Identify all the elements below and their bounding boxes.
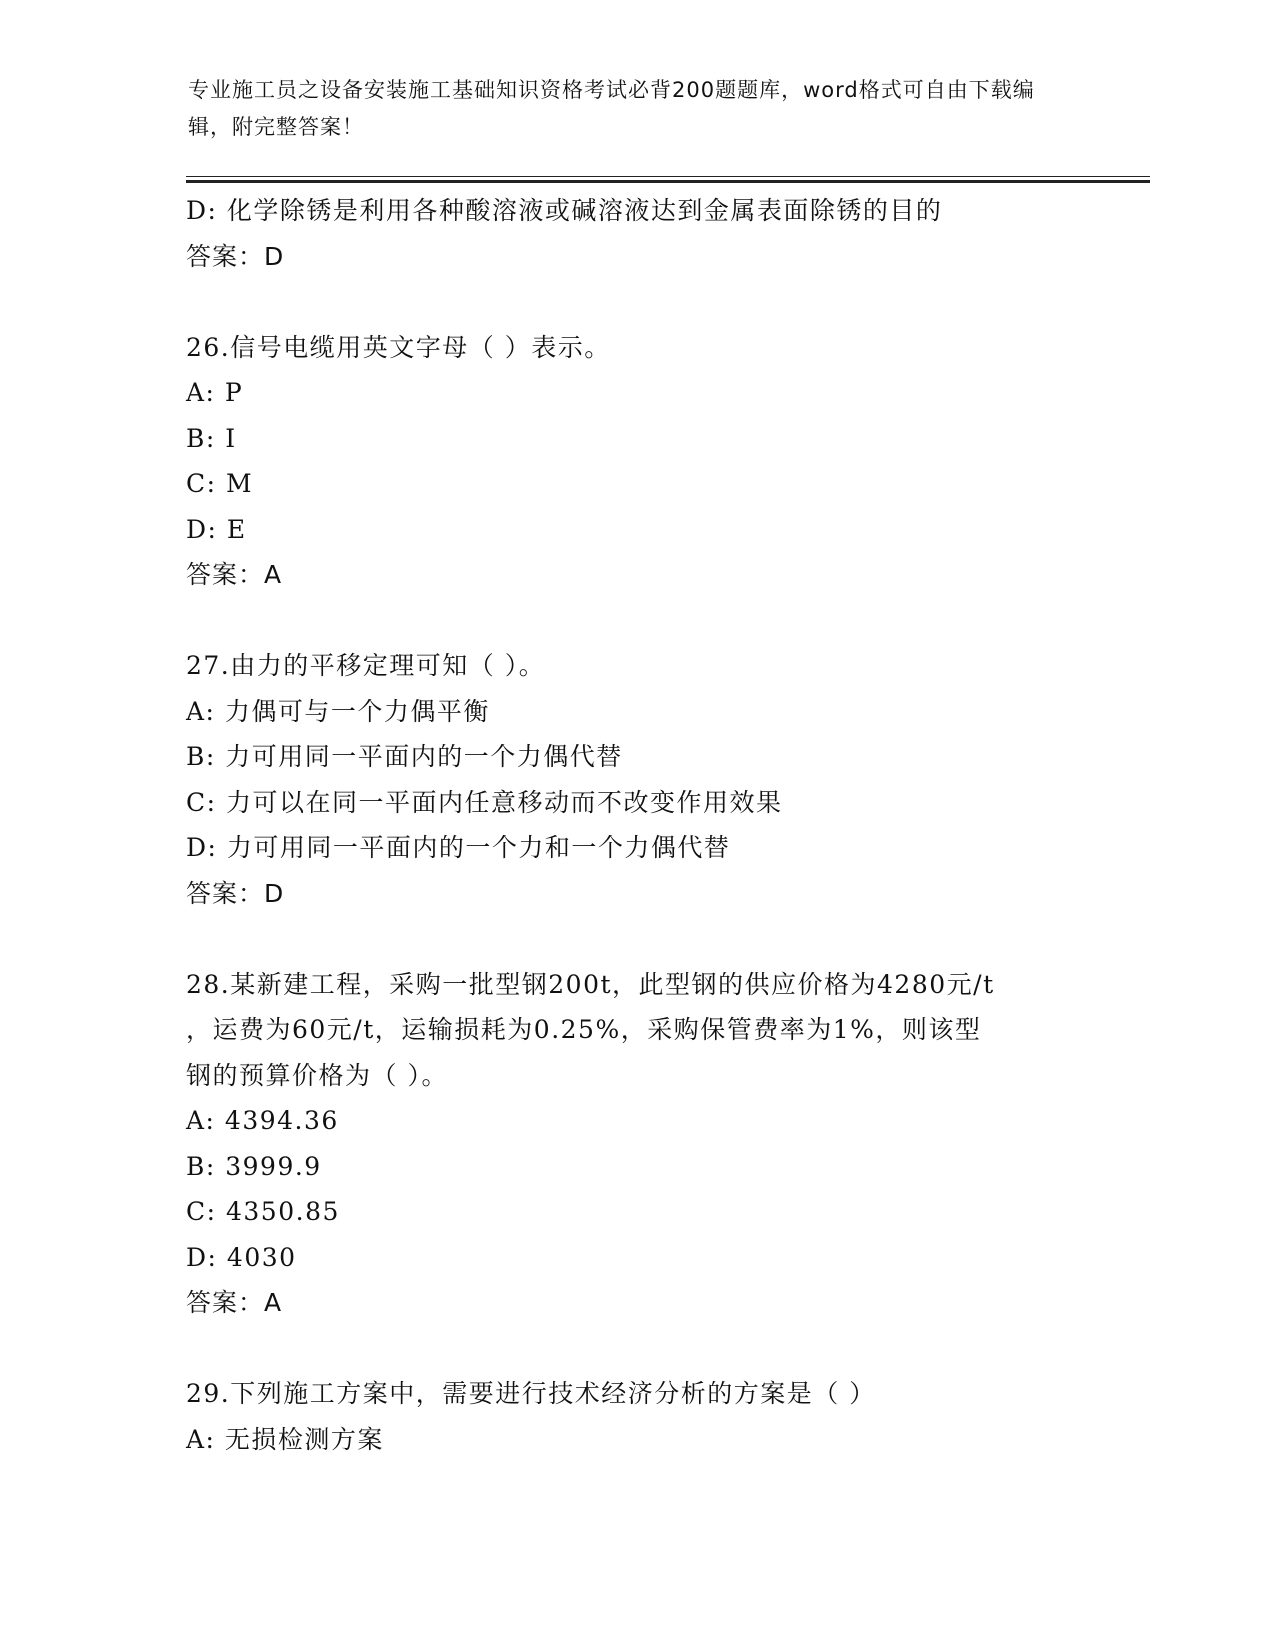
document-header: 专业施工员之设备安装施工基础知识资格考试必背200题题库，word格式可自由下载编辑，附完整答案！ bbox=[188, 78, 1035, 139]
option-text: A: 力偶可与一个力偶平衡 bbox=[186, 696, 490, 726]
header-divider-thick bbox=[186, 180, 1150, 183]
option-text: D: 化学除锈是利用各种酸溶液或碱溶液达到金属表面除锈的目的 bbox=[186, 196, 943, 225]
answer-text: 答案：D bbox=[186, 241, 285, 271]
option-text: B: I bbox=[186, 423, 237, 453]
option-text: A: P bbox=[186, 378, 244, 407]
option-text: C: M bbox=[186, 469, 254, 498]
header-divider-thin bbox=[186, 176, 1150, 177]
answer-text: 答案：D bbox=[186, 878, 285, 908]
question-stem: 29.下列施工方案中，需要进行技术经济分析的方案是（ ） bbox=[186, 1379, 876, 1408]
option-text: B: 力可用同一平面内的一个力偶代替 bbox=[186, 742, 623, 771]
option-text: D: 力可用同一平面内的一个力和一个力偶代替 bbox=[186, 833, 731, 862]
answer-text: 答案：A bbox=[186, 560, 283, 589]
option-text: C: 4350.85 bbox=[186, 1197, 340, 1226]
answer-text: 答案：A bbox=[186, 1288, 283, 1317]
option-text: D: 4030 bbox=[186, 1242, 297, 1272]
question-stem: ，运费为60元/t，运输损耗为0.25%，采购保管费率为1%，则该型 bbox=[186, 1015, 982, 1044]
question-stem: 27.由力的平移定理可知（ ）。 bbox=[186, 651, 546, 680]
option-text: B: 3999.9 bbox=[186, 1151, 322, 1181]
question-stem: 26.信号电缆用英文字母（ ）表示。 bbox=[186, 332, 611, 362]
question-list bbox=[186, 188, 1086, 1462]
option-text: A: 无损检测方案 bbox=[186, 1424, 384, 1454]
option-text: C: 力可以在同一平面内任意移动而不改变作用效果 bbox=[186, 787, 783, 817]
option-text: D: E bbox=[186, 514, 247, 544]
option-text: A: 4394.36 bbox=[186, 1106, 339, 1135]
question-stem: 28.某新建工程，采购一批型钢200t，此型钢的供应价格为4280元/t bbox=[186, 969, 995, 999]
question-stem: 钢的预算价格为（ ）。 bbox=[186, 1060, 448, 1090]
